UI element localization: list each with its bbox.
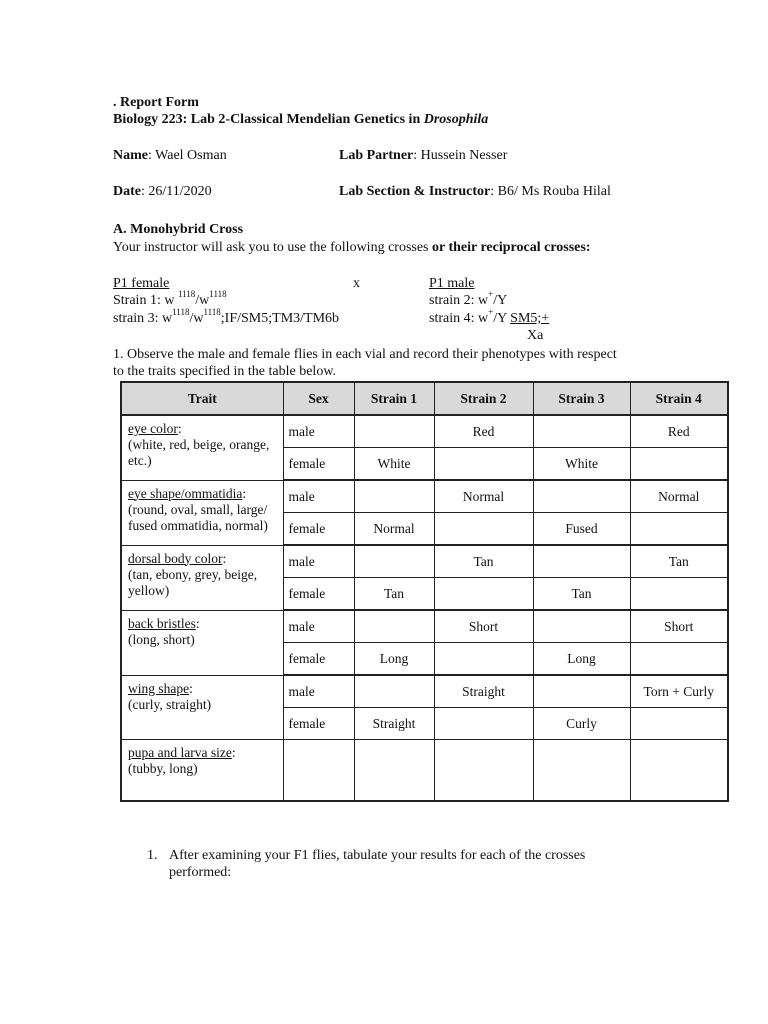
table-cell: Tan <box>630 545 728 578</box>
table-cell <box>630 708 728 740</box>
col-header-strain-2: Strain 2 <box>434 382 533 415</box>
table-row <box>121 480 728 513</box>
table-row <box>121 545 728 578</box>
sex-cell: male <box>283 675 354 708</box>
table-cell <box>354 675 434 708</box>
table-cell <box>434 708 533 740</box>
table-cell: Tan <box>354 578 434 611</box>
table-cell: Normal <box>434 480 533 513</box>
table-cell: Straight <box>434 675 533 708</box>
question-2-line2: performed: <box>169 865 232 880</box>
table-cell <box>630 740 728 802</box>
table-cell: Normal <box>630 480 728 513</box>
table-cell: White <box>354 448 434 481</box>
sex-cell: male <box>283 415 354 448</box>
col-header-strain-1: Strain 1 <box>354 382 434 415</box>
table-cell <box>354 740 434 802</box>
p1-male-label: P1 male <box>429 276 475 291</box>
table-cell: Red <box>630 415 728 448</box>
table-cell: Fused <box>533 513 630 546</box>
trait-cell-eye-shape: eye shape/ommatidia: (round, oval, small, large/ fused ommatidia, normal) <box>121 480 283 545</box>
table-cell: Tan <box>533 578 630 611</box>
section-a-intro: Your instructor will ask you to use the following crosses or their reciprocal crosses: <box>113 240 591 255</box>
sex-cell: female <box>283 643 354 676</box>
table-cell: Short <box>630 610 728 643</box>
student-name: Name: Wael Osman <box>113 148 227 163</box>
table-cell: Short <box>434 610 533 643</box>
table-cell: Red <box>434 415 533 448</box>
trait-cell-pupa-larva-size: pupa and larva size: (tubby, long) <box>121 740 283 802</box>
sex-cell: female <box>283 578 354 611</box>
col-header-trait: Trait <box>121 382 283 415</box>
table-cell: Tan <box>434 545 533 578</box>
table-cell <box>354 415 434 448</box>
p1-female-label: P1 female <box>113 276 170 291</box>
cross-x: x <box>353 276 360 291</box>
col-header-strain-4: Strain 4 <box>630 382 728 415</box>
table-cell <box>533 415 630 448</box>
strain-1-genotype: Strain 1: w $^{1118}/w^{1118}$ <box>113 289 227 308</box>
table-cell: Curly <box>533 708 630 740</box>
table-cell <box>434 448 533 481</box>
table-cell <box>533 545 630 578</box>
question-2-number: 1. <box>147 848 158 863</box>
table-cell <box>630 643 728 676</box>
table-cell <box>354 610 434 643</box>
table-cell <box>283 740 354 802</box>
table-cell: Normal <box>354 513 434 546</box>
table-cell: White <box>533 448 630 481</box>
col-header-sex: Sex <box>283 382 354 415</box>
table-cell <box>630 448 728 481</box>
trait-cell-wing-shape: wing shape: (curly, straight) <box>121 675 283 740</box>
strain-4-genotype: strain 4: w+/Y SM5;+ <box>429 307 550 326</box>
course-title: Biology 223: Lab 2-Classical Mendelian Genetics in Drosophila <box>113 112 489 127</box>
phenotype-table <box>120 381 729 802</box>
table-cell <box>533 480 630 513</box>
strain-2-genotype: strain 2: w+/Y <box>429 289 508 308</box>
lab-partner: Lab Partner: Hussein Nesser <box>339 148 508 163</box>
trait-cell-eye-color: eye color: (white, red, beige, orange, etc.) <box>121 415 283 480</box>
sex-cell: female <box>283 448 354 481</box>
question-1-line2: to the traits specified in the table below. <box>113 364 337 379</box>
report-date: Date: 26/11/2020 <box>113 184 212 199</box>
table-cell: Straight <box>354 708 434 740</box>
trait-cell-back-bristles: back bristles: (long, short) <box>121 610 283 675</box>
table-cell: Torn + Curly <box>630 675 728 708</box>
table-cell <box>354 480 434 513</box>
table-cell <box>434 643 533 676</box>
question-2-line1: After examining your F1 flies, tabulate your results for each of the crosses <box>169 848 586 863</box>
table-cell <box>354 545 434 578</box>
question-1-line1: 1. Observe the male and female flies in each vial and record their phenotypes with respect <box>113 347 617 362</box>
sex-cell: female <box>283 708 354 740</box>
section-a-heading: A. Monohybrid Cross <box>113 222 244 237</box>
table-cell <box>434 740 533 802</box>
lab-section: Lab Section & Instructor: B6/ Ms Rouba Hilal <box>339 184 611 199</box>
table-cell <box>533 610 630 643</box>
table-header-row <box>121 382 728 415</box>
table-cell <box>434 513 533 546</box>
sex-cell: male <box>283 545 354 578</box>
table-cell <box>533 675 630 708</box>
table-cell <box>630 578 728 611</box>
report-form-title: . Report Form <box>113 95 199 110</box>
table-cell: Long <box>354 643 434 676</box>
sex-cell: female <box>283 513 354 546</box>
table-row <box>121 415 728 448</box>
trait-cell-dorsal-body-color: dorsal body color: (tan, ebony, grey, beige, yellow) <box>121 545 283 610</box>
table-cell <box>533 740 630 802</box>
table-row <box>121 610 728 643</box>
sex-cell: male <box>283 480 354 513</box>
table-row <box>121 675 728 708</box>
table-row <box>121 740 728 802</box>
sex-cell: male <box>283 610 354 643</box>
table-cell <box>630 513 728 546</box>
table-cell <box>434 578 533 611</box>
strain-4-xa: Xa <box>527 328 544 343</box>
table-cell: Long <box>533 643 630 676</box>
col-header-strain-3: Strain 3 <box>533 382 630 415</box>
strain-3-genotype: strain 3: $w^{1118}/w^{1118};IF/SM5;TM3/TM6b$ <box>113 307 340 326</box>
